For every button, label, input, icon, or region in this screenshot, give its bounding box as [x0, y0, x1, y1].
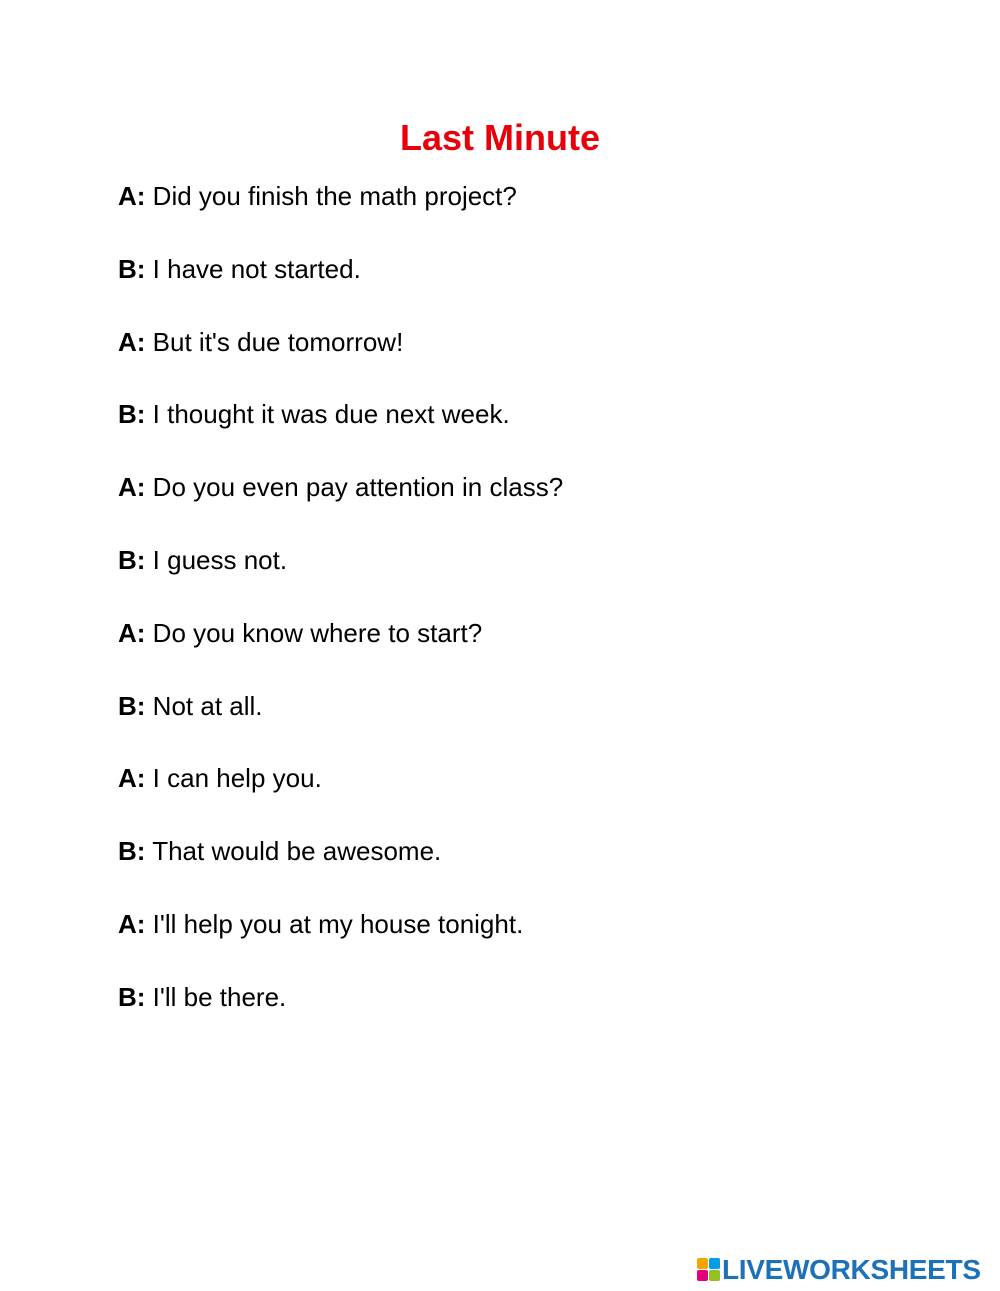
dialogue-line [118, 758, 938, 831]
dialogue-line [118, 394, 938, 467]
speaker-label: B: [118, 836, 146, 867]
speaker-label: A: [118, 472, 146, 503]
dialogue-line [118, 613, 938, 686]
line-text: Do you even pay attention in class? [152, 472, 564, 503]
line-text: I have not started. [152, 253, 361, 284]
line-text: Do you know where to start? [152, 617, 483, 648]
liveworksheets-logo[interactable] [697, 1254, 981, 1286]
dialogue-line [118, 249, 938, 322]
speaker-label: B: [118, 544, 146, 575]
logo-tile [709, 1270, 720, 1281]
speaker-label: B: [118, 253, 146, 284]
speaker-label: A: [118, 181, 146, 211]
logo-tile [697, 1258, 708, 1269]
dialogue-line [118, 977, 938, 1050]
dialogue-line [118, 831, 938, 904]
dialogue-line [118, 904, 938, 977]
line-text: But it's due tomorrow! [152, 326, 404, 357]
dialogue-line [118, 540, 938, 613]
line-text: I'll be there. [152, 981, 287, 1012]
line-text: I can help you. [152, 763, 322, 794]
dialogue-line [118, 686, 938, 759]
line-text: I guess not. [152, 544, 288, 575]
line-text: Did you finish the math project? [152, 181, 517, 211]
dialogue-line [118, 322, 938, 395]
logo-tile [709, 1258, 720, 1269]
dialogue-line [118, 176, 938, 249]
speaker-label: A: [118, 326, 146, 357]
speaker-label: B: [118, 399, 146, 430]
dialogue-list [118, 176, 938, 1050]
line-text: Not at all. [152, 690, 263, 721]
speaker-label: B: [118, 981, 146, 1012]
speaker-label: A: [118, 763, 146, 794]
line-text: That would be awesome. [152, 836, 442, 867]
logo-wordmark: LIVEWORKSHEETS [722, 1254, 981, 1285]
page-title: Last Minute [399, 117, 600, 158]
speaker-label: A: [118, 908, 146, 939]
line-text: I thought it was due next week. [152, 399, 510, 430]
logo-tile [697, 1270, 708, 1281]
dialogue-line [118, 467, 938, 540]
speaker-label: A: [118, 617, 146, 648]
liveworksheets-logo-icon [697, 1258, 721, 1282]
speaker-label: B: [118, 690, 146, 721]
line-text: I'll help you at my house tonight. [152, 908, 524, 939]
